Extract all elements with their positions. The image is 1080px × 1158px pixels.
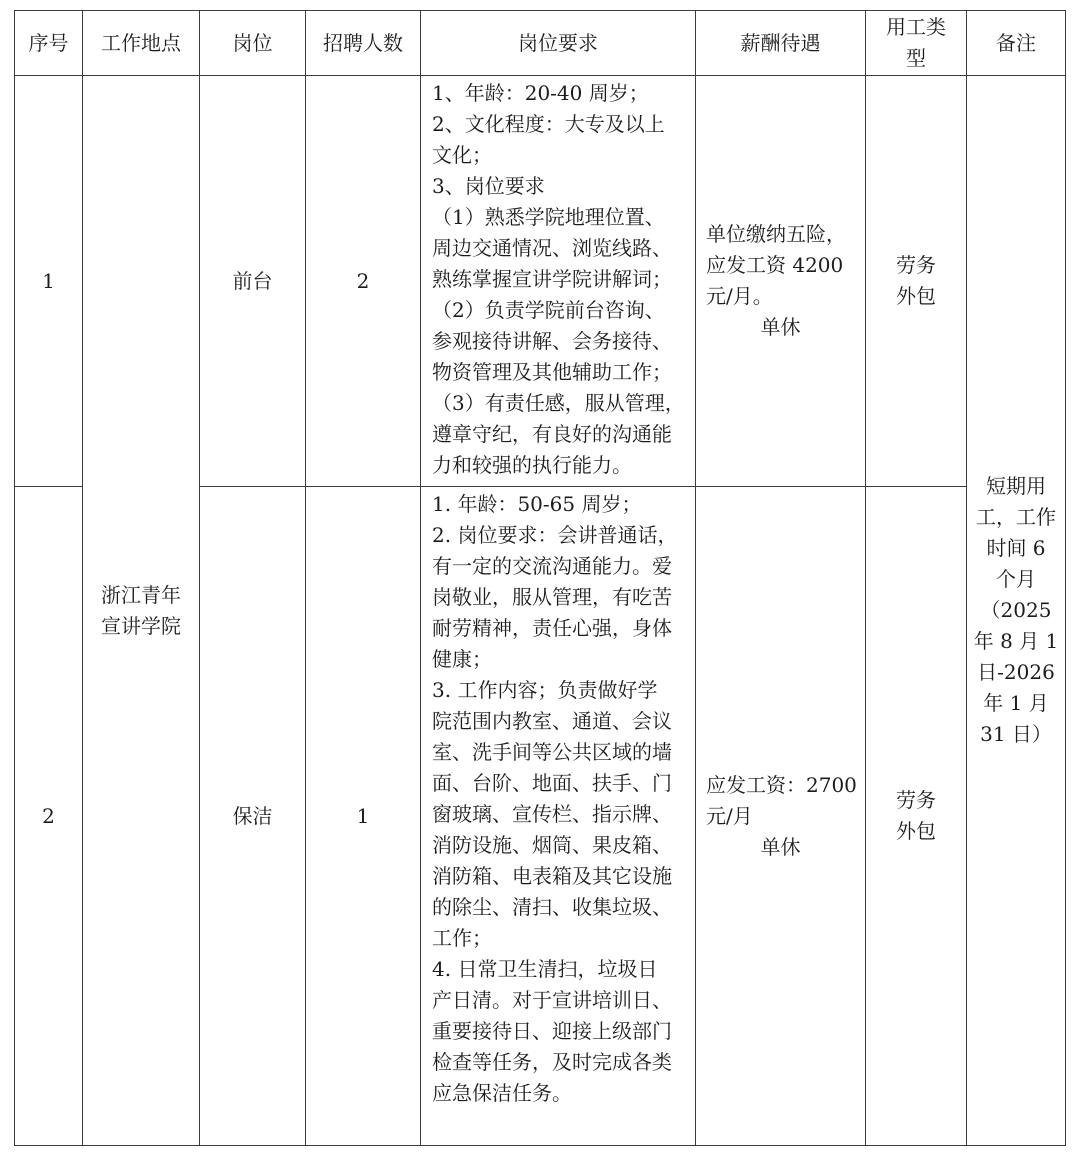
cell-position: 保洁: [200, 487, 306, 1146]
employment-type-line: 外包: [896, 284, 936, 308]
requirement-line: 产日清。对于宣讲培训日、: [432, 988, 672, 1012]
remarks-line: （2025: [980, 598, 1052, 622]
header-employment-type-line: 型: [906, 46, 926, 70]
remarks-line: 时间 6: [986, 536, 1046, 560]
requirement-line: 1、年龄：20-40 周岁；: [432, 81, 649, 105]
requirement-line: 消防设施、烟筒、果皮箱、: [432, 833, 672, 857]
requirement-line: 3. 工作内容；负责做好学: [432, 678, 658, 702]
employment-type-line: 外包: [896, 819, 936, 843]
remarks-line: 工，工作: [976, 505, 1056, 529]
requirement-line: 2、文化程度：大专及以上: [432, 112, 665, 136]
cell-employment-type: [866, 76, 967, 487]
requirement-line: 物资管理及其他辅助工作；: [432, 360, 672, 384]
cell-salary: [696, 76, 866, 487]
requirement-line: 健康；: [432, 647, 492, 671]
cell-position: 前台: [200, 76, 306, 487]
salary-line: 应发工资：2700: [706, 772, 857, 797]
cell-location: [83, 76, 200, 1146]
remarks-line: 31 日）: [980, 722, 1052, 746]
requirement-line: 熟练掌握宣讲学院讲解词；: [432, 267, 672, 291]
requirement-line: （3）有责任感，服从管理，: [432, 391, 685, 415]
salary-line: 应发工资 4200: [706, 253, 844, 277]
cell-salary: [696, 487, 866, 1146]
requirement-line: 应急保洁任务。: [432, 1081, 572, 1105]
header-salary: 薪酬待遇: [696, 11, 866, 76]
cell-requirements: [421, 487, 696, 1146]
header-requirements: 岗位要求: [421, 11, 696, 76]
remarks-line: 年 8 月 1: [973, 629, 1059, 653]
requirement-line: 1. 年龄：50-65 周岁；: [432, 492, 642, 516]
remarks-line: 年 1 月: [983, 691, 1049, 715]
requirement-line: 3、岗位要求: [432, 174, 545, 198]
document-page: [14, 10, 1065, 1146]
requirement-line: 的除尘、清扫、收集垃圾、: [432, 895, 672, 919]
requirement-line: 2. 岗位要求：会讲普通话，: [432, 523, 678, 547]
requirement-line: 消防箱、电表箱及其它设施: [432, 864, 672, 888]
remarks-line: 日-2026: [977, 660, 1055, 684]
requirement-line: 文化；: [432, 143, 492, 167]
requirement-line: 工作；: [432, 926, 492, 950]
requirement-line: （1）熟悉学院地理位置、: [432, 205, 665, 229]
header-index: 序号: [15, 11, 83, 76]
table-header-row: [15, 11, 1066, 76]
requirement-line: 力和较强的执行能力。: [432, 453, 632, 477]
salary-line: 元/月。: [706, 284, 773, 308]
header-employment-type-line: 用工类: [886, 15, 946, 39]
requirement-line: 窗玻璃、宣传栏、指示牌、: [432, 802, 672, 826]
location-line: 宣讲学院: [101, 613, 181, 638]
requirement-line: 参观接待讲解、会务接待、: [432, 329, 672, 353]
cell-count: 1: [306, 487, 421, 1146]
requirement-line: （2）负责学院前台咨询、: [432, 298, 665, 322]
salary-line: 元/月: [706, 803, 753, 828]
employment-type-line: 劳务: [896, 253, 936, 277]
remarks-line: 短期用: [986, 474, 1046, 498]
requirement-line: 4. 日常卫生清扫，垃圾日: [432, 957, 658, 981]
cell-employment-type: [866, 487, 967, 1146]
requirement-line: 重要接待日、迎接上级部门: [432, 1019, 672, 1043]
header-count: 招聘人数: [306, 11, 421, 76]
salary-line: 单休: [760, 315, 801, 339]
cell-count: 2: [306, 76, 421, 487]
requirement-line: 室、洗手间等公共区域的墙: [432, 740, 672, 764]
cell-index: 1: [15, 76, 83, 487]
recruitment-table: [14, 10, 1066, 1146]
requirement-line: 检查等任务，及时完成各类: [432, 1050, 672, 1074]
table-row: [15, 76, 1066, 487]
salary-line: 单位缴纳五险，: [706, 222, 846, 246]
salary-line: 单休: [760, 834, 801, 859]
requirement-line: 周边交通情况、浏览线路、: [432, 236, 672, 260]
requirement-line: 遵章守纪，有良好的沟通能: [432, 422, 672, 446]
header-employment-type: [866, 11, 967, 76]
cell-remarks: [967, 76, 1066, 1146]
location-line: 浙江青年: [101, 582, 181, 607]
header-location: 工作地点: [83, 11, 200, 76]
remarks-line: 个月: [996, 567, 1036, 591]
cell-requirements: [421, 76, 696, 487]
requirement-line: 面、台阶、地面、扶手、门: [432, 771, 672, 795]
requirement-line: 岗敬业，服从管理，有吃苦: [432, 585, 672, 609]
header-position: 岗位: [200, 11, 306, 76]
requirement-line: 耐劳精神，责任心强，身体: [432, 616, 672, 640]
requirement-line: 有一定的交流沟通能力。爱: [432, 554, 672, 578]
cell-index: 2: [15, 487, 83, 1146]
header-remarks: 备注: [967, 11, 1066, 76]
requirement-line: 院范围内教室、通道、会议: [432, 709, 672, 733]
employment-type-line: 劳务: [896, 788, 936, 812]
